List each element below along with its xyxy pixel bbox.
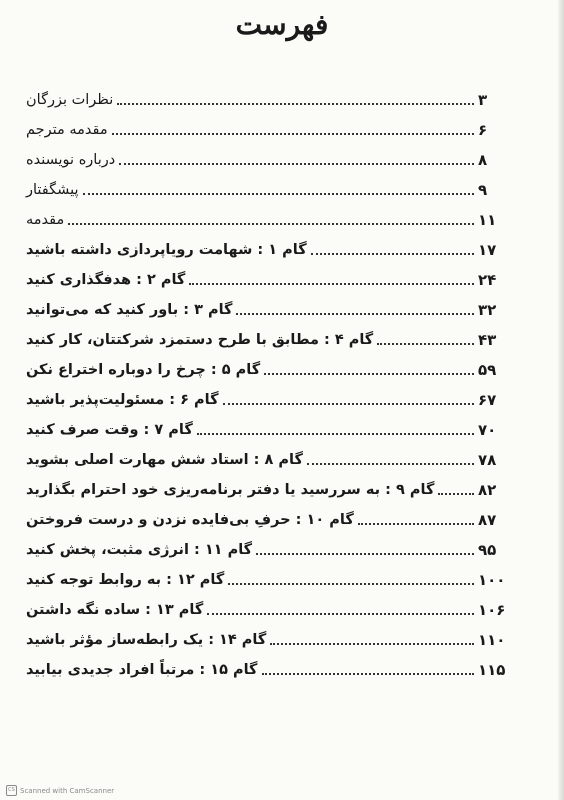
toc-entry-label: گام ۱۴ : یک رابطه‌ساز مؤثر باشید xyxy=(26,632,267,648)
page-edge xyxy=(558,0,564,800)
dot-leader xyxy=(197,433,474,435)
toc-entry xyxy=(22,654,508,680)
toc-entry-page: ۴۳ xyxy=(478,331,497,349)
toc-entry-label: گام ۵ : چرخ را دوباره اختراع نکن xyxy=(26,362,261,378)
toc-entry-page: ۲۴ xyxy=(478,271,497,289)
toc-entry-page: ۷۰ xyxy=(478,421,497,439)
dot-leader xyxy=(262,673,475,675)
toc-entry-label: گام ۶ : مسئولیت‌پذیر باشید xyxy=(26,392,219,408)
dot-leader xyxy=(83,193,475,195)
dot-leader xyxy=(223,403,474,405)
dot-leader xyxy=(228,583,474,585)
toc-entry xyxy=(22,504,508,530)
toc-entry-page: ۱۱ xyxy=(478,211,497,229)
dot-leader xyxy=(264,373,474,375)
toc-entry-label: درباره نویسنده xyxy=(26,152,116,168)
toc-entry-label: گام ۱۲ : به روابط توجه کنید xyxy=(26,572,225,588)
toc-entry xyxy=(22,594,508,620)
dot-leader xyxy=(112,133,474,135)
dot-leader xyxy=(117,103,474,105)
watermark-text: Scanned with CamScanner xyxy=(20,786,115,795)
toc-entry xyxy=(22,354,508,380)
toc-entry-page: ۱۷ xyxy=(478,241,497,259)
toc-entry-label: گام ۱۵ : مرتباً افراد جدیدی بیابید xyxy=(26,662,258,678)
dot-leader xyxy=(236,313,474,315)
toc-entry-label: مقدمه xyxy=(26,212,65,228)
toc-entry-page: ۱۱۵ xyxy=(478,661,506,679)
toc-entry-page: ۳۲ xyxy=(478,301,497,319)
toc-entry-page: ۶۷ xyxy=(478,391,497,409)
toc-entry xyxy=(22,624,508,650)
toc-entry-page: ۱۱۰ xyxy=(478,631,506,649)
toc-entry-page: ۱۰۰ xyxy=(478,571,506,589)
page-title: فهرست xyxy=(235,8,329,41)
toc-entry-label: گام ۳ : باور کنید که می‌توانید xyxy=(26,302,233,318)
toc-entry-label: مقدمه مترجم xyxy=(26,122,108,138)
dot-leader xyxy=(256,553,474,555)
toc-entry xyxy=(22,294,508,320)
dot-leader xyxy=(207,613,474,615)
dot-leader xyxy=(119,163,474,165)
dot-leader xyxy=(311,253,474,255)
toc-entry-page: ۹۵ xyxy=(478,541,497,559)
toc-entry-label: گام ۱۳ : ساده نگه داشتن xyxy=(26,602,204,618)
toc-entry xyxy=(22,534,508,560)
toc-entry xyxy=(22,174,508,200)
toc-entry-label: گام ۲ : هدفگذاری کنید xyxy=(26,272,186,288)
toc-entry-label: پیشگفتار xyxy=(26,182,79,198)
toc-entry xyxy=(22,264,508,290)
toc-entry-page: ۶ xyxy=(478,121,488,139)
scanner-watermark xyxy=(6,785,114,796)
toc-entry-label: گام ۱ : شهامت رویاپردازی داشته باشید xyxy=(26,242,307,258)
toc-entry xyxy=(22,324,508,350)
dot-leader xyxy=(270,643,474,645)
toc-entry-page: ۳ xyxy=(478,91,488,109)
toc-entry xyxy=(22,234,508,260)
toc-entry-page: ۵۹ xyxy=(478,361,497,379)
dot-leader xyxy=(68,223,474,225)
dot-leader xyxy=(358,523,474,525)
toc-entry-label: گام ۱۰ : حرفِ بی‌فایده نزدن و درست فروختن xyxy=(26,512,354,528)
toc-entry-label: گام ۱۱ : انرژی مثبت، پخش کنید xyxy=(26,542,253,558)
toc-entry xyxy=(22,564,508,590)
toc-entry-page: ۸۲ xyxy=(478,481,497,499)
camscanner-icon: CS xyxy=(6,785,17,796)
toc-entry xyxy=(22,384,508,410)
toc-entry-page: ۸۷ xyxy=(478,511,497,529)
toc-entry-label: گام ۴ : مطابق با طرح دستمزد شرکتتان، کار کنید xyxy=(26,332,374,348)
dot-leader xyxy=(377,343,474,345)
dot-leader xyxy=(438,493,474,495)
toc-entry-page: ۹ xyxy=(478,181,488,199)
toc-entry-label: گام ۹ : به سررسید یا دفتر برنامه‌ریزی خود احترام بگذارید xyxy=(26,482,435,498)
dot-leader xyxy=(189,283,474,285)
toc-entry xyxy=(22,474,508,500)
toc-entry-page: ۸ xyxy=(478,151,488,169)
toc-entry-label: نظرات بزرگان xyxy=(26,92,114,108)
toc-entry xyxy=(22,444,508,470)
toc-entry-page: ۱۰۶ xyxy=(478,601,506,619)
toc-entry xyxy=(22,144,508,170)
toc-entry xyxy=(22,114,508,140)
toc-entry xyxy=(22,204,508,230)
toc-entry-page: ۷۸ xyxy=(478,451,497,469)
toc-entry-label: گام ۷ : وقت صرف کنید xyxy=(26,422,193,438)
toc-entry xyxy=(22,414,508,440)
dot-leader xyxy=(307,463,474,465)
toc-entry xyxy=(22,84,508,110)
toc-entry-label: گام ۸ : استاد شش مهارت اصلی بشوید xyxy=(26,452,303,468)
